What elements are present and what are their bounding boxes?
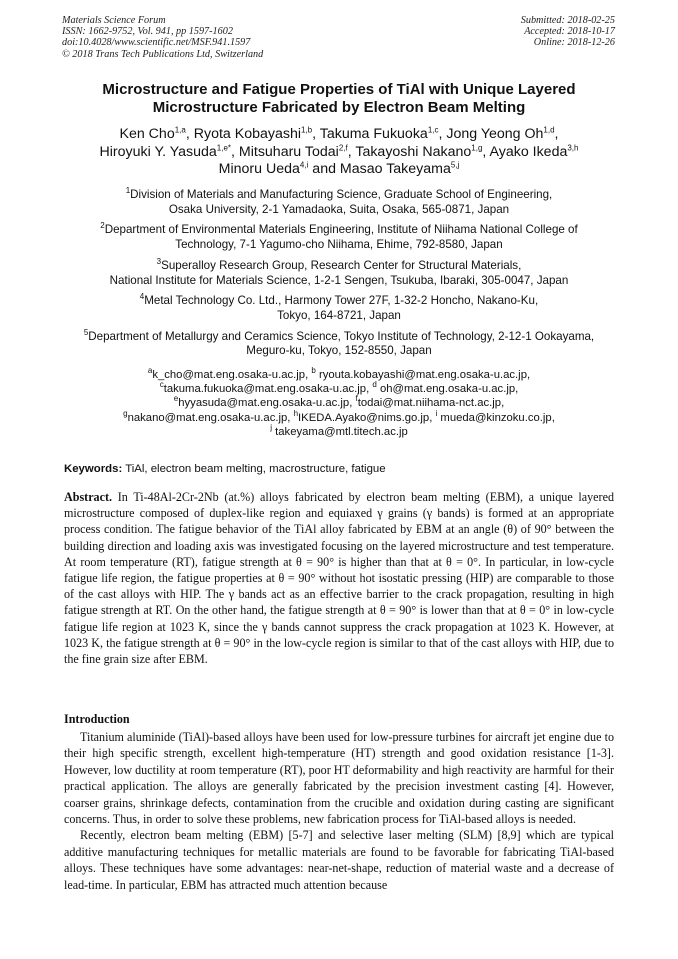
email-address: mueda@kinzoku.co.jp, xyxy=(437,411,555,424)
introduction-body xyxy=(64,729,614,893)
abstract xyxy=(64,489,614,667)
email-mark: i xyxy=(435,408,438,418)
author-affiliation-mark: 1,g xyxy=(471,142,483,152)
affiliation-number: 4 xyxy=(139,292,145,302)
author-name: Mitsuharu Todai xyxy=(238,143,339,160)
email-address: hyyasuda@mat.eng.osaka-u.ac.jp, xyxy=(178,397,356,410)
affiliation-line: Meguro-ku, Tokyo, 152-8550, Japan xyxy=(246,344,432,358)
affiliation-number: 2 xyxy=(100,221,105,231)
email-mark: f xyxy=(355,394,358,404)
journal-name: Materials Science Forum xyxy=(62,15,166,26)
author-name: Ken Cho xyxy=(119,126,175,142)
author-affiliation-mark: 1,d xyxy=(543,125,555,135)
email-mark: h xyxy=(293,408,299,418)
affiliation-item xyxy=(40,223,638,252)
submitted-date: Submitted: 2018-02-25 xyxy=(520,15,615,26)
affiliation-item xyxy=(40,294,638,323)
author-affiliation-mark: 1,a xyxy=(174,125,186,135)
author-list xyxy=(30,126,648,179)
email-address: IKEDA.Ayako@nims.go.jp, xyxy=(298,411,436,424)
doi-line: doi:10.4028/www.scientific.net/MSF.941.1597 xyxy=(62,37,251,49)
affiliation-number: 1 xyxy=(125,186,131,196)
title-line-2: Microstructure Fabricated by Electron Beam Melting xyxy=(152,99,526,116)
author-separator: , xyxy=(482,143,490,160)
author-separator: and xyxy=(308,161,340,177)
author-name: Takayoshi Nakano xyxy=(355,143,472,160)
author-separator: , xyxy=(185,126,194,142)
author-name: Ryota Kobayashi xyxy=(193,126,301,142)
paragraph: Titanium aluminide (TiAl)-based alloys have been used for low-pressure turbines for aircraft jet engine due to their high specific strength, excellent high-temperature (HT) strength and good oxidation resistance [1-3]. However, low ductility at room temperature (RT), poor HT deformability and high reactivity are harmful for their practical application. The alloys are generally fabricated by the precision investment casting [4]. However, coarser grains, shrinkage defects, contamination from the crucible and oxidation during casting are significant concerns. Thus, in order to solve these problems, new fabrication process for TiAl-based alloys is needed. xyxy=(64,730,614,827)
author-affiliation-mark: 5,j xyxy=(450,160,460,170)
affiliation-line: Technology, 7-1 Yagumo-cho Niihama, Ehime, 792-8580, Japan xyxy=(175,238,503,252)
email-line xyxy=(40,396,638,410)
email-line xyxy=(40,368,638,382)
email-line xyxy=(40,425,638,439)
email-mark: d xyxy=(372,380,377,390)
affiliation-line: Department of Metallurgy and Ceramics Science, Tokyo Institute of Technology, 2-12-1 Ookayama, xyxy=(88,329,595,343)
author-affiliation-mark: 4,i xyxy=(299,160,309,170)
online-date: Online: 2018-12-26 xyxy=(533,37,615,49)
email-address: nakano@mat.eng.osaka-u.ac.jp, xyxy=(127,411,294,424)
paper-title xyxy=(40,81,638,117)
email-mark: e xyxy=(173,394,179,404)
author-affiliation-mark: 1,e* xyxy=(216,142,232,152)
author-name: Ayako Ikeda xyxy=(489,143,568,160)
keywords-text: TiAl, electron beam melting, macrostructure, fatigue xyxy=(122,463,386,475)
email-address: takuma.fukuoka@mat.eng.osaka-u.ac.jp, xyxy=(163,383,373,396)
keywords xyxy=(64,462,614,476)
section-heading-introduction: Introduction xyxy=(64,712,130,726)
email-list xyxy=(40,368,638,439)
accepted-date: Accepted: 2018-10-17 xyxy=(524,26,615,38)
submission-dates xyxy=(521,15,615,49)
journal-info xyxy=(62,15,263,60)
email-address: takeyama@mtl.titech.ac.jp xyxy=(271,425,408,438)
copyright-line: © 2018 Trans Tech Publications Ltd, Switzerland xyxy=(62,48,264,60)
affiliation-number: 5 xyxy=(83,327,89,337)
title-line-1: Microstructure and Fatigue Properties of TiAl with Unique Layered xyxy=(102,81,576,98)
author-line-1 xyxy=(30,126,648,144)
author-name: Hiroyuki Y. Yasuda xyxy=(99,143,217,160)
author-affiliation-mark: 2,f xyxy=(338,142,348,152)
email-address: k_cho@mat.eng.osaka-u.ac.jp, xyxy=(152,369,312,381)
email-mark: c xyxy=(159,380,164,390)
email-mark: a xyxy=(147,366,153,376)
affiliation-item xyxy=(40,188,638,217)
author-separator: , xyxy=(347,143,356,160)
author-affiliation-mark: 1,c xyxy=(427,125,439,135)
paragraph: Recently, electron beam melting (EBM) [5-7] and selective laser melting (SLM) [8,9] which are typical additive manufacturing techniques for metallic materials are found to be favorable for fabricating TiAl-based alloys. These techniques have some advantages: near-net-shape, reduction of material waste and a decrease of lead-time. In particular, EBM has attracted much attention because xyxy=(64,828,614,892)
author-separator: , xyxy=(438,126,447,142)
author-line-2 xyxy=(30,144,648,162)
email-address: ryouta.kobayashi@mat.eng.osaka-u.ac.jp, xyxy=(315,369,531,381)
affiliation-line: Metal Technology Co. Ltd., Harmony Tower 27F, 1-32-2 Honcho, Nakano-Ku, xyxy=(144,294,539,308)
author-line-3 xyxy=(30,161,648,179)
affiliation-list xyxy=(40,188,638,365)
email-address: todai@mat.niihama-nct.ac.jp, xyxy=(357,397,505,410)
affiliation-line: Tokyo, 164-8721, Japan xyxy=(277,308,401,322)
email-mark: g xyxy=(123,408,128,418)
author-affiliation-mark: 1,b xyxy=(301,125,313,135)
affiliation-line: Osaka University, 2-1 Yamadaoka, Suita, Osaka, 565-0871, Japan xyxy=(168,202,510,216)
author-name: Jong Yeong Oh xyxy=(446,126,544,142)
affiliation-line: Division of Materials and Manufacturing Science, Graduate School of Engineering, xyxy=(130,188,553,201)
affiliation-line: Department of Environmental Materials Engineering, Institute of Niihama National College of xyxy=(104,223,578,237)
abstract-label: Abstract. xyxy=(64,490,113,504)
affiliation-item xyxy=(40,256,638,288)
affiliation-line: Superalloy Research Group, Research Center for Structural Materials, xyxy=(161,258,522,272)
keywords-label: Keywords: xyxy=(64,463,123,475)
issn-line: ISSN: 1662-9752, Vol. 941, pp 1597-1602 xyxy=(62,26,233,38)
email-line xyxy=(40,382,638,396)
author-separator: , xyxy=(231,143,239,160)
author-separator: , xyxy=(554,126,559,142)
author-name: Minoru Ueda xyxy=(218,161,300,177)
affiliation-number: 3 xyxy=(156,256,162,266)
email-address: oh@mat.eng.osaka-u.ac.jp, xyxy=(376,383,519,396)
email-mark: b xyxy=(311,366,316,376)
author-name: Takuma Fukuoka xyxy=(319,126,428,142)
affiliation-line: National Institute for Materials Science, 1-2-1 Sengen, Tsukuba, Ibaraki, 305-0047, Japan xyxy=(109,273,569,287)
author-affiliation-mark: 3,h xyxy=(567,142,579,152)
email-line xyxy=(40,408,638,425)
email-mark: j xyxy=(270,423,272,433)
affiliation-item xyxy=(40,327,638,359)
abstract-text: In Ti-48Al-2Cr-2Nb (at.%) alloys fabricated by electron beam melting (EBM), a unique layered microstructure composed of duplex-like region and equiaxed γ grains (γ bands) is formed at an appropriate process condition. The fatigue behavior of the TiAl alloy fabricated by EBM at an angle (θ) of 90° between the building direction and loading axis was investigated focusing on the layered microstructure and test temperature. At room temperature (RT), fatigue strength at θ = 90° is higher than that at θ = 0°. In particular, in low-cycle fatigue life region, the fatigue properties at θ = 90° without hot isostatic pressing (HIP) are comparable to those of the cast alloys with HIP. The γ bands act as an effective barrier to the crack propagation, resulting in high fatigue strength at RT. On the other hand, the fatigue strength at θ = 90° is lower than that at θ = 0° in low-cycle fatigue life region at 1023 K, since the γ bands cannot suppress the crack propagation at 1023 K. However, at 1023 K, the fatigue strength at θ = 90° in the low-cycle region is similar to that of the cast alloys with HIP, due to the fine grain size after EBM. xyxy=(64,490,614,667)
author-separator: , xyxy=(312,126,320,142)
author-name: Masao Takeyama xyxy=(339,161,451,177)
